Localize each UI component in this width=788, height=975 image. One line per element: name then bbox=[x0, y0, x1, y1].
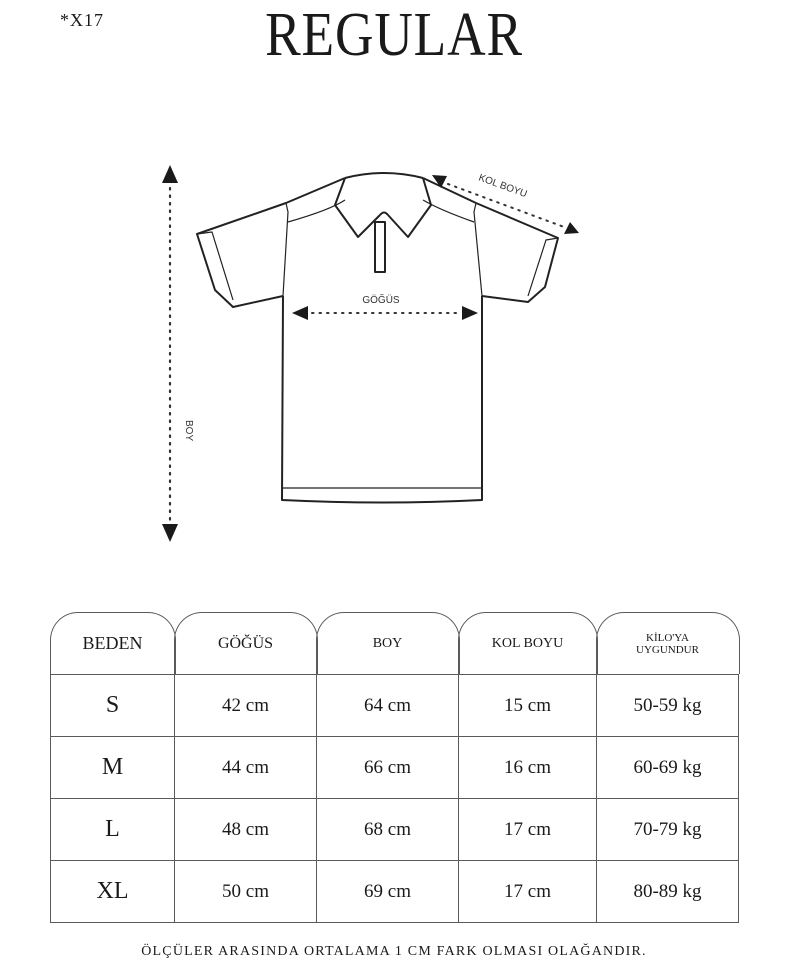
size-cell: L bbox=[51, 799, 175, 861]
weight-cell: 80-89 kg bbox=[597, 861, 739, 923]
chest-label: GÖĞÜS bbox=[362, 295, 400, 306]
length-cell: 68 cm bbox=[317, 799, 459, 861]
length-cell: 69 cm bbox=[317, 861, 459, 923]
table-row bbox=[51, 675, 739, 737]
size-cell: S bbox=[51, 675, 175, 737]
weight-cell: 60-69 kg bbox=[597, 737, 739, 799]
header-length: BOY bbox=[316, 612, 460, 674]
chest-arrow bbox=[292, 306, 478, 320]
sleeve-cell: 16 cm bbox=[459, 737, 597, 799]
sleeve-label: KOL BOYU bbox=[476, 172, 529, 201]
size-table bbox=[50, 612, 739, 923]
chest-cell: 42 cm bbox=[175, 675, 317, 737]
sleeve-cell: 17 cm bbox=[459, 861, 597, 923]
table-header-row bbox=[51, 612, 739, 675]
measurement-note: ÖLÇÜLER ARASINDA ORTALAMA 1 CM FARK OLMASI OLAĞANDIR. bbox=[141, 944, 647, 959]
header-weight-line2: UYGUNDUR bbox=[636, 643, 699, 656]
header-weight-line1: KİLO'YA bbox=[646, 631, 689, 644]
table-row bbox=[51, 737, 739, 799]
polo-shirt-diagram bbox=[0, 150, 788, 550]
weight-cell: 50-59 kg bbox=[597, 675, 739, 737]
header-size: BEDEN bbox=[50, 612, 176, 674]
size-cell: XL bbox=[51, 861, 175, 923]
header-weight bbox=[596, 612, 740, 674]
chest-cell: 44 cm bbox=[175, 737, 317, 799]
length-label: BOY bbox=[183, 420, 194, 442]
header-chest: GÖĞÜS bbox=[174, 612, 318, 674]
header-sleeve: KOL BOYU bbox=[458, 612, 598, 674]
length-cell: 66 cm bbox=[317, 737, 459, 799]
length-arrow bbox=[162, 165, 178, 542]
size-cell: M bbox=[51, 737, 175, 799]
table-row bbox=[51, 799, 739, 861]
chest-cell: 48 cm bbox=[175, 799, 317, 861]
shirt-outline bbox=[197, 173, 558, 503]
sleeve-cell: 15 cm bbox=[459, 675, 597, 737]
product-code: *X17 bbox=[60, 10, 104, 30]
table-row bbox=[51, 861, 739, 923]
fit-title: REGULAR bbox=[265, 1, 523, 69]
chest-cell: 50 cm bbox=[175, 861, 317, 923]
length-cell: 64 cm bbox=[317, 675, 459, 737]
sleeve-cell: 17 cm bbox=[459, 799, 597, 861]
weight-cell: 70-79 kg bbox=[597, 799, 739, 861]
size-table-container bbox=[50, 612, 738, 926]
